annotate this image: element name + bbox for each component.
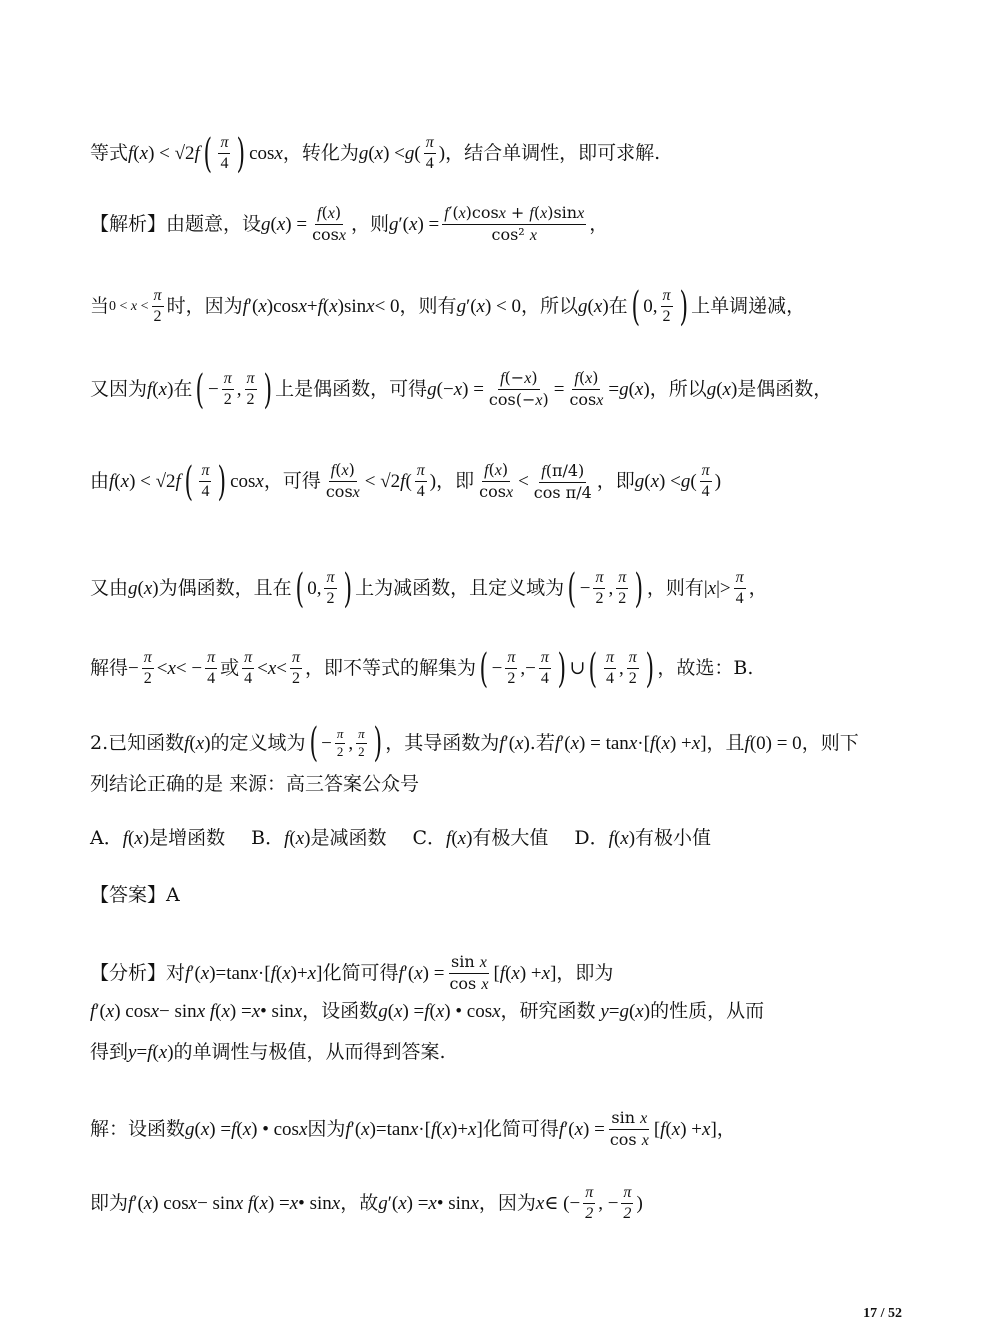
text: 解：设函数: [90, 1118, 186, 1140]
fraction: $\frac{\pi}{4}$: [201, 462, 210, 500]
option-d: D．f(x)有极小值: [574, 827, 712, 849]
text: ，研究函数: [500, 1000, 596, 1022]
text: ，可得: [263, 470, 321, 492]
fraction: $\frac{\text{sin x}}{\text{cos x}}$: [609, 1108, 649, 1149]
fraction: $\frac{\pi}{4}$: [540, 649, 549, 687]
text: 化简可得: [482, 1118, 559, 1140]
text: ，则: [351, 213, 390, 235]
fraction: $\frac{\pi}{4}$: [735, 569, 744, 607]
text: ，则有: [399, 295, 457, 317]
text-line: 当 0 < x < $\frac{\pi}{2}$ 时，因为 f ′( x )cos x + f ( x )sin x < 0 ，则有 g ′( x ) < 0 ，所以 g ( x ) 在 ( 0, $\frac{\pi}{2}$ ) 上单调递减，: [90, 283, 806, 330]
text: ，结合单调性，即可求解.: [445, 142, 661, 164]
fraction: $\frac{\pi}{4}$: [701, 462, 710, 500]
text: ，: [589, 213, 609, 235]
fraction: $\frac{f'(x)\cos x + f(x)\sin x}{\text{cos² x}}$: [444, 203, 585, 244]
text: 上单调递减，: [691, 295, 806, 317]
text: 时，因为: [166, 295, 243, 317]
text: 解得: [90, 657, 129, 679]
text-line: f ′( x ) cos x − sin x f ( x ) = x • sin x ，设函数 g ( x ) = f ( x ) • cos x ，研究函数 y = g ( x ) 的性质，从而: [90, 1000, 765, 1022]
text: 在: [608, 295, 628, 317]
text: 上为减函数，且定义域为: [355, 577, 565, 599]
text: ，即: [596, 470, 635, 492]
text: ，转化为: [282, 142, 359, 164]
text: ，即: [436, 470, 475, 492]
text-line: 等式 f ( x ) < √2 f ( $\frac{\pi}{4}$ ) cos x ，转化为 g ( x ) < g ( $\frac{\pi}{4}$ ) ，结合单调性，即可求解.: [90, 130, 661, 177]
options-row: [90, 829, 910, 848]
answer: 【答案】A: [90, 884, 180, 906]
text: 因为: [307, 1118, 346, 1140]
text: 当: [90, 295, 110, 317]
option-b: B．f(x)是减函数: [251, 827, 387, 849]
text: 又因为: [90, 378, 148, 400]
fraction: $\frac{\pi}{4}$: [220, 134, 229, 172]
text-line: 又由 g ( x ) 为偶函数，且在 ( 0, $\frac{\pi}{2}$ ) 上为减函数，且定义域为 ( − $\frac{\pi}{2}$ , $\frac{\pi}{2}$ ) ，则有 | x |> $\frac{\pi}{4}$ ，: [90, 565, 768, 612]
fraction: $\frac{\pi}{2}$: [585, 1184, 594, 1222]
option-a: A．f(x)是增函数: [90, 827, 226, 849]
fraction: $\frac{\pi}{2}$: [628, 649, 637, 687]
text-line: 解得 − $\frac{\pi}{2}$ < x < − $\frac{\pi}{4}$ 或 $\frac{\pi}{4}$ < x < $\frac{\pi}{2}$ ，即不等式的解集为 ( − $\frac{\pi}{2}$ ,− $\frac{\pi}{4}$ ) ∪ ( $\frac{\pi}{4}$ , $\frac{\pi}{2}$ ) ，故选：B.: [90, 645, 754, 692]
text: 化简可得: [322, 962, 399, 984]
text-line: 得到 y = f ( x ) 的单调性与极值，从而得到答案.: [90, 1041, 446, 1063]
text: 上是偶函数，可得: [275, 378, 428, 400]
fraction: $\frac{\pi}{2}$: [246, 370, 255, 408]
answer-line: [90, 886, 910, 905]
text: 等式: [90, 142, 129, 164]
text: ，设函数: [302, 1000, 379, 1022]
fraction: $\frac{f(x)}{\cos x}$: [312, 203, 346, 244]
fraction: $\frac{\text{sin x}}{\text{cos x}}$: [449, 952, 489, 993]
fraction: $\frac{f(-x)}{\cos(-x)}$: [488, 368, 549, 409]
text: 得到: [90, 1041, 129, 1063]
text-line: 【解析】由题意，设 g ( x ) = $\frac{f(x)}{\cos x}$ ，则 g ′( x ) = $\frac{f'(x)\cos x + f(x)\sin x}{\text{cos² x}}$ ，: [90, 203, 609, 244]
text-line: 解：设函数 g ( x ) = f ( x ) • cos x 因为 f ′( x )=tan x ·[ f ( x )+ x ] 化简可得 f ′( x ) = $\frac{\text{sin x}}{\text{cos x}}$ [ f ( x ) + x ] ，: [90, 1108, 736, 1149]
text: ，则下: [801, 731, 859, 754]
fraction: $\frac{\pi}{4}$: [416, 462, 425, 500]
text-line: 由 f ( x ) < √2 f ( $\frac{\pi}{4}$ ) cos x ，可得 $\frac{f(x)}{\cos x}$ < √2 f ( $\frac{\pi}{4}$ ) ，即 $\frac{f(x)}{\cos x}$ < $\frac{f(\pi/4)}{\text{cos π/4}}$ ，即 g ( x ) < g ( $\frac{\pi}{4}$ ): [90, 458, 722, 505]
fraction: $\frac{\pi}{4}$: [207, 649, 216, 687]
text: ，即不等式的解集为: [305, 657, 477, 679]
fraction: $\frac{f(x)}{\cos x}$: [325, 460, 360, 501]
fraction: $\frac{\pi}{2}$: [358, 726, 365, 759]
fraction: $\frac{\pi}{4}$: [606, 649, 615, 687]
text: 【分析】对: [90, 962, 186, 984]
text: 即为: [90, 1192, 129, 1214]
fraction: $\frac{\pi}{2}$: [292, 649, 301, 687]
text: 或: [220, 657, 240, 679]
fraction: $\frac{\pi}{4}$: [244, 649, 253, 687]
text: ，且: [706, 731, 745, 754]
text-line: 又因为 f ( x ) 在 ( − $\frac{\pi}{2}$ , $\frac{\pi}{2}$ ) 上是偶函数，可得 g (− x ) = $\frac{f(-x)}{\cos(-x)}$ = $\frac{f(x)}{\cos x}$ = g ( x ) ，所以 g ( x ) 是偶函数，: [90, 366, 833, 413]
text: ，故: [340, 1192, 379, 1214]
text: ，故选：B.: [657, 657, 754, 679]
text: 的性质，从而: [650, 1000, 765, 1022]
text-line: 即为 f ′( x ) cos x − sin x f ( x ) = x • sin x ，故 g ′( x ) = x • sin x ，因为 x ∈ (− $\frac{\pi}{2}$ , − $\frac{\pi}{2}$ ): [90, 1184, 643, 1222]
fraction: $\frac{\pi}{2}$: [153, 287, 162, 325]
fraction: $\frac{\pi}{2}$: [595, 569, 604, 607]
text-line: [90, 775, 910, 794]
fraction: $\frac{\pi}{2}$: [143, 649, 152, 687]
fraction: $\frac{\pi}{2}$: [662, 287, 671, 325]
fraction: $\frac{f(x)}{\cos x}$: [479, 460, 514, 501]
text: 列结论正确的是 来源：高三答案公众号: [90, 773, 420, 795]
text: 的单调性与极值，从而得到答案.: [173, 1041, 446, 1063]
text: 为偶函数，且在: [158, 577, 292, 599]
fraction: $\frac{f(\pi/4)}{\text{cos π/4}}$: [533, 460, 592, 502]
fraction: $\frac{\pi}{2}$: [326, 569, 335, 607]
fraction: $\frac{\pi}{2}$: [623, 1184, 632, 1222]
text: 在: [173, 378, 193, 400]
math: f: [128, 143, 134, 164]
fraction: $\frac{\pi}{2}$: [507, 649, 516, 687]
text: 由: [90, 470, 110, 492]
question-stem: 2.已知函数 f ( x ) 的定义域为 ( − $\frac{\pi}{2}$ , $\frac{\pi}{2}$ ) ，其导函数为 f ′( x ) .若 f ′( x ) = tan x ·[ f ( x ) + x ] ，且 f (0) = 0 ，则下: [90, 720, 859, 766]
text: ，即为: [556, 962, 614, 984]
text: ，所以: [649, 378, 707, 400]
text: ，则有: [646, 577, 704, 599]
fraction: $\frac{\pi}{4}$: [425, 134, 434, 172]
fraction: $\frac{\pi}{2}$: [336, 726, 344, 759]
fraction: $\frac{\pi}{2}$: [618, 569, 627, 607]
text: ，: [716, 1118, 736, 1140]
text: 的定义域为: [210, 731, 306, 754]
fraction: $\frac{f(x)}{\cos x}$: [569, 368, 604, 409]
text: 2.已知函数: [90, 731, 185, 754]
text-line: 【分析】对 f ′( x )=tan x ·[ f ( x )+ x ] 化简可得 f ′( x ) = $\frac{\text{sin x}}{\text{cos x}}$ [ f ( x ) + x ] ，即为: [90, 952, 614, 993]
text: ，因为: [478, 1192, 536, 1214]
text: ，所以: [521, 295, 579, 317]
option-c: C．f(x)有极大值: [412, 827, 549, 849]
page-number: 17 / 52: [863, 1306, 902, 1321]
text: ，其导函数为: [385, 731, 500, 754]
text: 又由: [90, 577, 129, 599]
text: .若: [529, 731, 555, 754]
text: 是偶函数，: [737, 378, 833, 400]
fraction: $\frac{\pi}{2}$: [223, 370, 232, 408]
text: 【解析】由题意，设: [90, 213, 262, 235]
